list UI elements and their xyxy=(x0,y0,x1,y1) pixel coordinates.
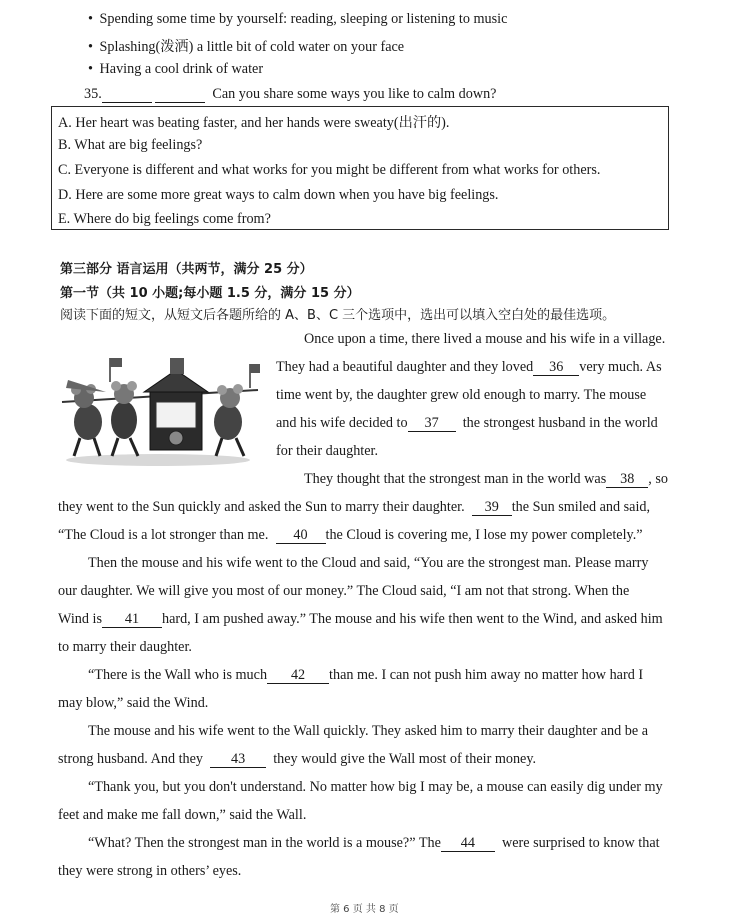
passage-text: hard, I am pushed away.” The mouse and his wife then went to the Wind, and asked him xyxy=(161,611,663,627)
bullet-text: Splashing(泼洒) a little bit of cold water on your face xyxy=(99,39,405,55)
bullet-text: Spending some time by yourself: reading, sleeping or listening to music xyxy=(99,11,508,27)
passage-text: They had a beautiful daughter and they loved xyxy=(276,359,534,375)
passage-line: Once upon a time, there lived a mouse and his wife in a village. xyxy=(304,331,666,347)
passage-line: time went by, the daughter grew old enough to marry. The mouse xyxy=(276,387,647,403)
passage-text: “What? Then the strongest man in the world is a mouse?” The xyxy=(88,835,441,851)
passage-line: for their daughter. xyxy=(276,443,379,459)
passage-line xyxy=(88,835,660,852)
passage-text: very much. As xyxy=(579,359,662,375)
blank-43: 43 xyxy=(210,752,266,768)
passage-line: The mouse and his wife went to the Wall quickly. They asked him to marry their daughter and be a xyxy=(88,723,649,739)
passage-line xyxy=(88,667,643,684)
passage-text: they would give the Wall most of their money. xyxy=(273,751,537,767)
blank-44: 44 xyxy=(441,836,495,852)
passage-text: they went to the Sun quickly and asked the Sun to marry their daughter. xyxy=(58,499,465,515)
passage-text: than me. I can not push him away no matter how hard I xyxy=(329,667,644,683)
passage-line: “Thank you, but you don't understand. No matter how big I may be, a mouse can easily dig under my xyxy=(88,779,663,795)
question-number: 35. xyxy=(84,86,102,102)
page-footer: 第 6 页 共 8 页 xyxy=(330,904,399,915)
blank-40: 40 xyxy=(276,528,326,544)
answer-blank xyxy=(155,87,205,103)
question-text: Can you share some ways you like to calm down? xyxy=(212,86,497,102)
passage-line xyxy=(58,751,536,768)
passage-text: strong husband. And they xyxy=(58,751,204,767)
passage-text: were surprised to know that xyxy=(501,835,660,851)
blank-42: 42 xyxy=(267,668,329,684)
passage-line xyxy=(58,527,643,544)
passage-line: to marry their daughter. xyxy=(58,639,192,655)
passage-text: They thought that the strongest man in the world was xyxy=(304,471,607,487)
blank-37: 37 xyxy=(408,416,456,432)
sub-section-title: 第一节（共 10 小题;每小题 1.5 分，满分 15 分） xyxy=(60,286,360,301)
option-d: D. Here are some more great ways to calm down when you have big feelings. xyxy=(58,187,499,203)
mouse-wedding-illustration-icon xyxy=(58,352,263,472)
passage-line: they were strong in others’ eyes. xyxy=(58,863,242,879)
option-c: C. Everyone is different and what works for you might be different from what works for others. xyxy=(58,162,601,178)
passage-text: the Cloud is covering me, I lose my power completely.” xyxy=(325,527,643,543)
passage-line xyxy=(58,611,663,628)
passage-line: may blow,” said the Wind. xyxy=(58,695,209,711)
bullet-dot-icon: • xyxy=(88,39,93,55)
bullet-item xyxy=(88,11,507,28)
blank-39: 39 xyxy=(472,500,512,516)
question-35 xyxy=(84,86,496,103)
passage-text: , so xyxy=(648,471,668,487)
bullet-text: Having a cool drink of water xyxy=(99,61,264,77)
passage-text: and his wife decided to xyxy=(276,415,408,431)
part-title: 第三部分 语言运用（共两节，满分 25 分） xyxy=(60,262,313,277)
passage-text: Wind is xyxy=(58,611,102,627)
passage-line xyxy=(276,359,662,376)
bullet-dot-icon: • xyxy=(88,11,93,27)
passage-line xyxy=(58,499,650,516)
blank-41: 41 xyxy=(102,612,162,628)
bullet-dot-icon: • xyxy=(88,61,93,77)
answer-blank xyxy=(102,87,152,103)
passage-line: Then the mouse and his wife went to the Cloud and said, “You are the strongest man. Please marry xyxy=(88,555,649,571)
bullet-item xyxy=(88,36,404,56)
options-box xyxy=(51,106,669,230)
instruction-text: 阅读下面的短文，从短文后各题所给的 A、B、C 三个选项中，选出可以填入空白处的最佳选项。 xyxy=(60,308,616,323)
passage-line xyxy=(276,415,658,432)
passage-line: our daughter. We will give you most of our money.” The Cloud said, “I am not that strong. When the xyxy=(58,583,630,599)
passage-text: the strongest husband in the world xyxy=(462,415,658,431)
passage-text: “The Cloud is a lot stronger than me. xyxy=(58,527,269,543)
option-b: B. What are big feelings? xyxy=(58,137,203,153)
option-a: A. Her heart was beating faster, and her hands were sweaty(出汗的). xyxy=(58,115,450,131)
passage-line: feet and make me fall down,” said the Wall. xyxy=(58,807,307,823)
blank-36: 36 xyxy=(533,360,579,376)
passage-text: the Sun smiled and said, xyxy=(511,499,651,515)
blank-38: 38 xyxy=(606,472,648,488)
bullet-item xyxy=(88,61,263,78)
passage-text: “There is the Wall who is much xyxy=(88,667,268,683)
option-e: E. Where do big feelings come from? xyxy=(58,211,271,227)
passage-line xyxy=(304,471,668,488)
